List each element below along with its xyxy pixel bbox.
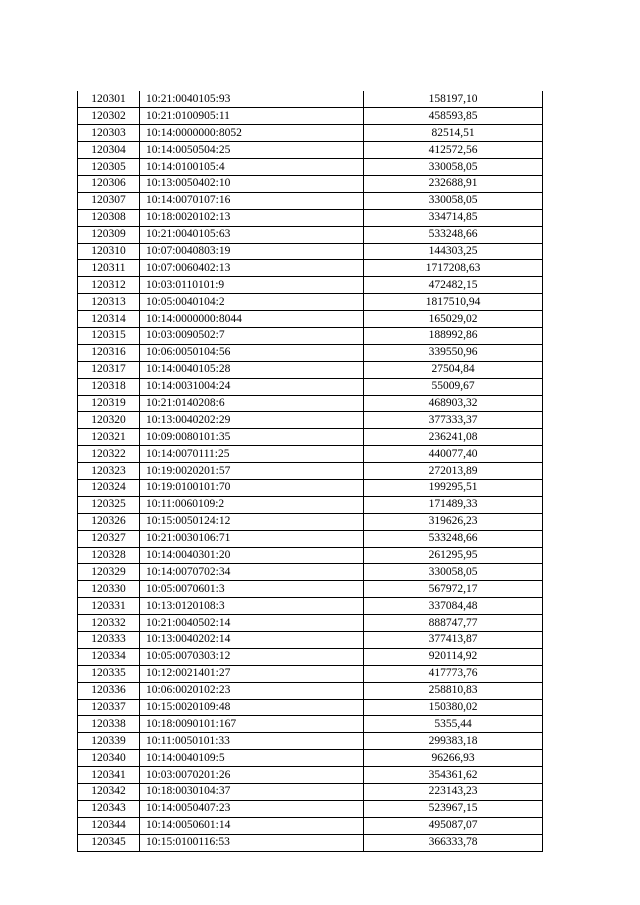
row-number-cell: 120341 <box>78 767 140 784</box>
row-number-cell: 120316 <box>78 344 140 361</box>
value-cell: 888747,77 <box>364 615 543 632</box>
table-row <box>78 615 543 632</box>
value-cell: 144303,25 <box>364 243 543 260</box>
row-number-cell: 120320 <box>78 412 140 429</box>
row-number-cell: 120337 <box>78 699 140 716</box>
table-body <box>78 91 543 851</box>
row-number-cell: 120310 <box>78 243 140 260</box>
cadastral-number-cell: 10:07:0060402:13 <box>140 260 364 277</box>
value-cell: 158197,10 <box>364 91 543 108</box>
table-row <box>78 716 543 733</box>
row-number-cell: 120330 <box>78 581 140 598</box>
cadastral-number-cell: 10:21:0040105:63 <box>140 226 364 243</box>
value-cell: 567972,17 <box>364 581 543 598</box>
row-number-cell: 120326 <box>78 513 140 530</box>
row-number-cell: 120327 <box>78 530 140 547</box>
row-number-cell: 120338 <box>78 716 140 733</box>
row-number-cell: 120304 <box>78 142 140 159</box>
cadastral-number-cell: 10:18:0020102:13 <box>140 209 364 226</box>
value-cell: 171489,33 <box>364 496 543 513</box>
value-cell: 440077,40 <box>364 446 543 463</box>
value-cell: 261295,95 <box>364 547 543 564</box>
table-row <box>78 412 543 429</box>
value-cell: 236241,08 <box>364 429 543 446</box>
value-cell: 354361,62 <box>364 767 543 784</box>
row-number-cell: 120318 <box>78 378 140 395</box>
cadastral-number-cell: 10:15:0050124:12 <box>140 513 364 530</box>
value-cell: 165029,02 <box>364 311 543 328</box>
table-row <box>78 496 543 513</box>
value-cell: 412572,56 <box>364 142 543 159</box>
cadastral-number-cell: 10:19:0100101:70 <box>140 479 364 496</box>
value-cell: 299383,18 <box>364 733 543 750</box>
table-row <box>78 817 543 834</box>
table-row <box>78 378 543 395</box>
table-row <box>78 682 543 699</box>
value-cell: 337084,48 <box>364 598 543 615</box>
value-cell: 223143,23 <box>364 784 543 801</box>
cadastral-number-cell: 10:14:0070107:16 <box>140 192 364 209</box>
table-row <box>78 750 543 767</box>
row-number-cell: 120311 <box>78 260 140 277</box>
row-number-cell: 120312 <box>78 277 140 294</box>
row-number-cell: 120321 <box>78 429 140 446</box>
table-row <box>78 767 543 784</box>
row-number-cell: 120303 <box>78 125 140 142</box>
value-cell: 272013,89 <box>364 463 543 480</box>
value-cell: 150380,02 <box>364 699 543 716</box>
row-number-cell: 120333 <box>78 632 140 649</box>
value-cell: 96266,93 <box>364 750 543 767</box>
row-number-cell: 120344 <box>78 817 140 834</box>
table-row <box>78 175 543 192</box>
row-number-cell: 120331 <box>78 598 140 615</box>
value-cell: 339550,96 <box>364 344 543 361</box>
value-cell: 366333,78 <box>364 834 543 851</box>
value-cell: 920114,92 <box>364 648 543 665</box>
table-row <box>78 665 543 682</box>
table-row <box>78 327 543 344</box>
cadastral-number-cell: 10:14:0100105:4 <box>140 159 364 176</box>
value-cell: 1717208,63 <box>364 260 543 277</box>
table-row <box>78 311 543 328</box>
value-cell: 377413,87 <box>364 632 543 649</box>
table-row <box>78 446 543 463</box>
table-row <box>78 226 543 243</box>
cadastral-number-cell: 10:14:0040105:28 <box>140 361 364 378</box>
value-cell: 82514,51 <box>364 125 543 142</box>
value-cell: 330058,05 <box>364 192 543 209</box>
table-row <box>78 733 543 750</box>
cadastral-number-cell: 10:03:0070201:26 <box>140 767 364 784</box>
row-number-cell: 120308 <box>78 209 140 226</box>
cadastral-number-cell: 10:13:0040202:29 <box>140 412 364 429</box>
value-cell: 258810,83 <box>364 682 543 699</box>
table-row <box>78 344 543 361</box>
cadastral-number-cell: 10:05:0070601:3 <box>140 581 364 598</box>
value-cell: 1817510,94 <box>364 294 543 311</box>
row-number-cell: 120329 <box>78 564 140 581</box>
cadastral-number-cell: 10:21:0100905:11 <box>140 108 364 125</box>
cadastral-number-cell: 10:13:0050402:10 <box>140 175 364 192</box>
cadastral-number-cell: 10:09:0080101:35 <box>140 429 364 446</box>
value-cell: 199295,51 <box>364 479 543 496</box>
table-row <box>78 125 543 142</box>
cadastral-number-cell: 10:13:0120108:3 <box>140 598 364 615</box>
value-cell: 55009,67 <box>364 378 543 395</box>
value-cell: 319626,23 <box>364 513 543 530</box>
row-number-cell: 120314 <box>78 311 140 328</box>
value-cell: 417773,76 <box>364 665 543 682</box>
cadastral-number-cell: 10:18:0030104:37 <box>140 784 364 801</box>
row-number-cell: 120345 <box>78 834 140 851</box>
cadastral-number-cell: 10:14:0050504:25 <box>140 142 364 159</box>
row-number-cell: 120343 <box>78 800 140 817</box>
cadastral-number-cell: 10:13:0040202:14 <box>140 632 364 649</box>
table-row <box>78 463 543 480</box>
table-row <box>78 361 543 378</box>
table-row <box>78 243 543 260</box>
cadastral-number-cell: 10:03:0090502:7 <box>140 327 364 344</box>
table-row <box>78 632 543 649</box>
table-row <box>78 513 543 530</box>
table-row <box>78 395 543 412</box>
row-number-cell: 120322 <box>78 446 140 463</box>
table-row <box>78 784 543 801</box>
table-row <box>78 800 543 817</box>
cadastral-number-cell: 10:14:0040109:5 <box>140 750 364 767</box>
table-row <box>78 294 543 311</box>
row-number-cell: 120301 <box>78 91 140 108</box>
cadastral-number-cell: 10:11:0060109:2 <box>140 496 364 513</box>
value-cell: 458593,85 <box>364 108 543 125</box>
table-row <box>78 209 543 226</box>
value-cell: 377333,37 <box>364 412 543 429</box>
cadastral-number-cell: 10:14:0070111:25 <box>140 446 364 463</box>
cadastral-number-cell: 10:14:0031004:24 <box>140 378 364 395</box>
row-number-cell: 120336 <box>78 682 140 699</box>
row-number-cell: 120324 <box>78 479 140 496</box>
value-cell: 188992,86 <box>364 327 543 344</box>
cadastral-number-cell: 10:14:0000000:8052 <box>140 125 364 142</box>
cadastral-number-cell: 10:15:0020109:48 <box>140 699 364 716</box>
table-row <box>78 108 543 125</box>
value-cell: 495087,07 <box>364 817 543 834</box>
value-cell: 533248,66 <box>364 226 543 243</box>
row-number-cell: 120307 <box>78 192 140 209</box>
row-number-cell: 120328 <box>78 547 140 564</box>
row-number-cell: 120340 <box>78 750 140 767</box>
row-number-cell: 120305 <box>78 159 140 176</box>
row-number-cell: 120335 <box>78 665 140 682</box>
value-cell: 472482,15 <box>364 277 543 294</box>
value-cell: 232688,91 <box>364 175 543 192</box>
row-number-cell: 120315 <box>78 327 140 344</box>
cadastral-number-cell: 10:15:0100116:53 <box>140 834 364 851</box>
cadastral-number-cell: 10:07:0040803:19 <box>140 243 364 260</box>
value-cell: 27504,84 <box>364 361 543 378</box>
cadastral-number-cell: 10:06:0020102:23 <box>140 682 364 699</box>
row-number-cell: 120323 <box>78 463 140 480</box>
table-row <box>78 648 543 665</box>
cadastral-number-cell: 10:05:0040104:2 <box>140 294 364 311</box>
cadastral-number-cell: 10:12:0021401:27 <box>140 665 364 682</box>
value-cell: 533248,66 <box>364 530 543 547</box>
table-row <box>78 192 543 209</box>
value-cell: 330058,05 <box>364 159 543 176</box>
row-number-cell: 120317 <box>78 361 140 378</box>
table-row <box>78 547 543 564</box>
table-row <box>78 530 543 547</box>
cadastral-number-cell: 10:06:0050104:56 <box>140 344 364 361</box>
row-number-cell: 120302 <box>78 108 140 125</box>
cadastral-number-cell: 10:14:0070702:34 <box>140 564 364 581</box>
row-number-cell: 120325 <box>78 496 140 513</box>
value-cell: 468903,32 <box>364 395 543 412</box>
table-row <box>78 564 543 581</box>
cadastral-number-cell: 10:21:0140208:6 <box>140 395 364 412</box>
table-row <box>78 581 543 598</box>
row-number-cell: 120313 <box>78 294 140 311</box>
table-row <box>78 260 543 277</box>
table-row <box>78 277 543 294</box>
cadastral-number-cell: 10:11:0050101:33 <box>140 733 364 750</box>
document-page <box>77 91 542 852</box>
cadastral-number-cell: 10:14:0050601:14 <box>140 817 364 834</box>
cadastral-number-cell: 10:03:0110101:9 <box>140 277 364 294</box>
cadastral-number-cell: 10:21:0040502:14 <box>140 615 364 632</box>
cadastral-number-cell: 10:21:0040105:93 <box>140 91 364 108</box>
table-row <box>78 91 543 108</box>
cadastral-number-cell: 10:14:0050407:23 <box>140 800 364 817</box>
value-cell: 5355,44 <box>364 716 543 733</box>
table-row <box>78 429 543 446</box>
cadastral-number-cell: 10:14:0000000:8044 <box>140 311 364 328</box>
row-number-cell: 120339 <box>78 733 140 750</box>
table-row <box>78 159 543 176</box>
table-row <box>78 479 543 496</box>
table-row <box>78 834 543 851</box>
value-cell: 330058,05 <box>364 564 543 581</box>
row-number-cell: 120332 <box>78 615 140 632</box>
row-number-cell: 120309 <box>78 226 140 243</box>
value-cell: 334714,85 <box>364 209 543 226</box>
cadastral-number-cell: 10:14:0040301:20 <box>140 547 364 564</box>
cadastral-value-table <box>77 91 543 852</box>
table-row <box>78 598 543 615</box>
cadastral-number-cell: 10:19:0020201:57 <box>140 463 364 480</box>
row-number-cell: 120306 <box>78 175 140 192</box>
table-row <box>78 699 543 716</box>
value-cell: 523967,15 <box>364 800 543 817</box>
cadastral-number-cell: 10:21:0030106:71 <box>140 530 364 547</box>
row-number-cell: 120319 <box>78 395 140 412</box>
row-number-cell: 120334 <box>78 648 140 665</box>
table-row <box>78 142 543 159</box>
cadastral-number-cell: 10:05:0070303:12 <box>140 648 364 665</box>
row-number-cell: 120342 <box>78 784 140 801</box>
cadastral-number-cell: 10:18:0090101:167 <box>140 716 364 733</box>
